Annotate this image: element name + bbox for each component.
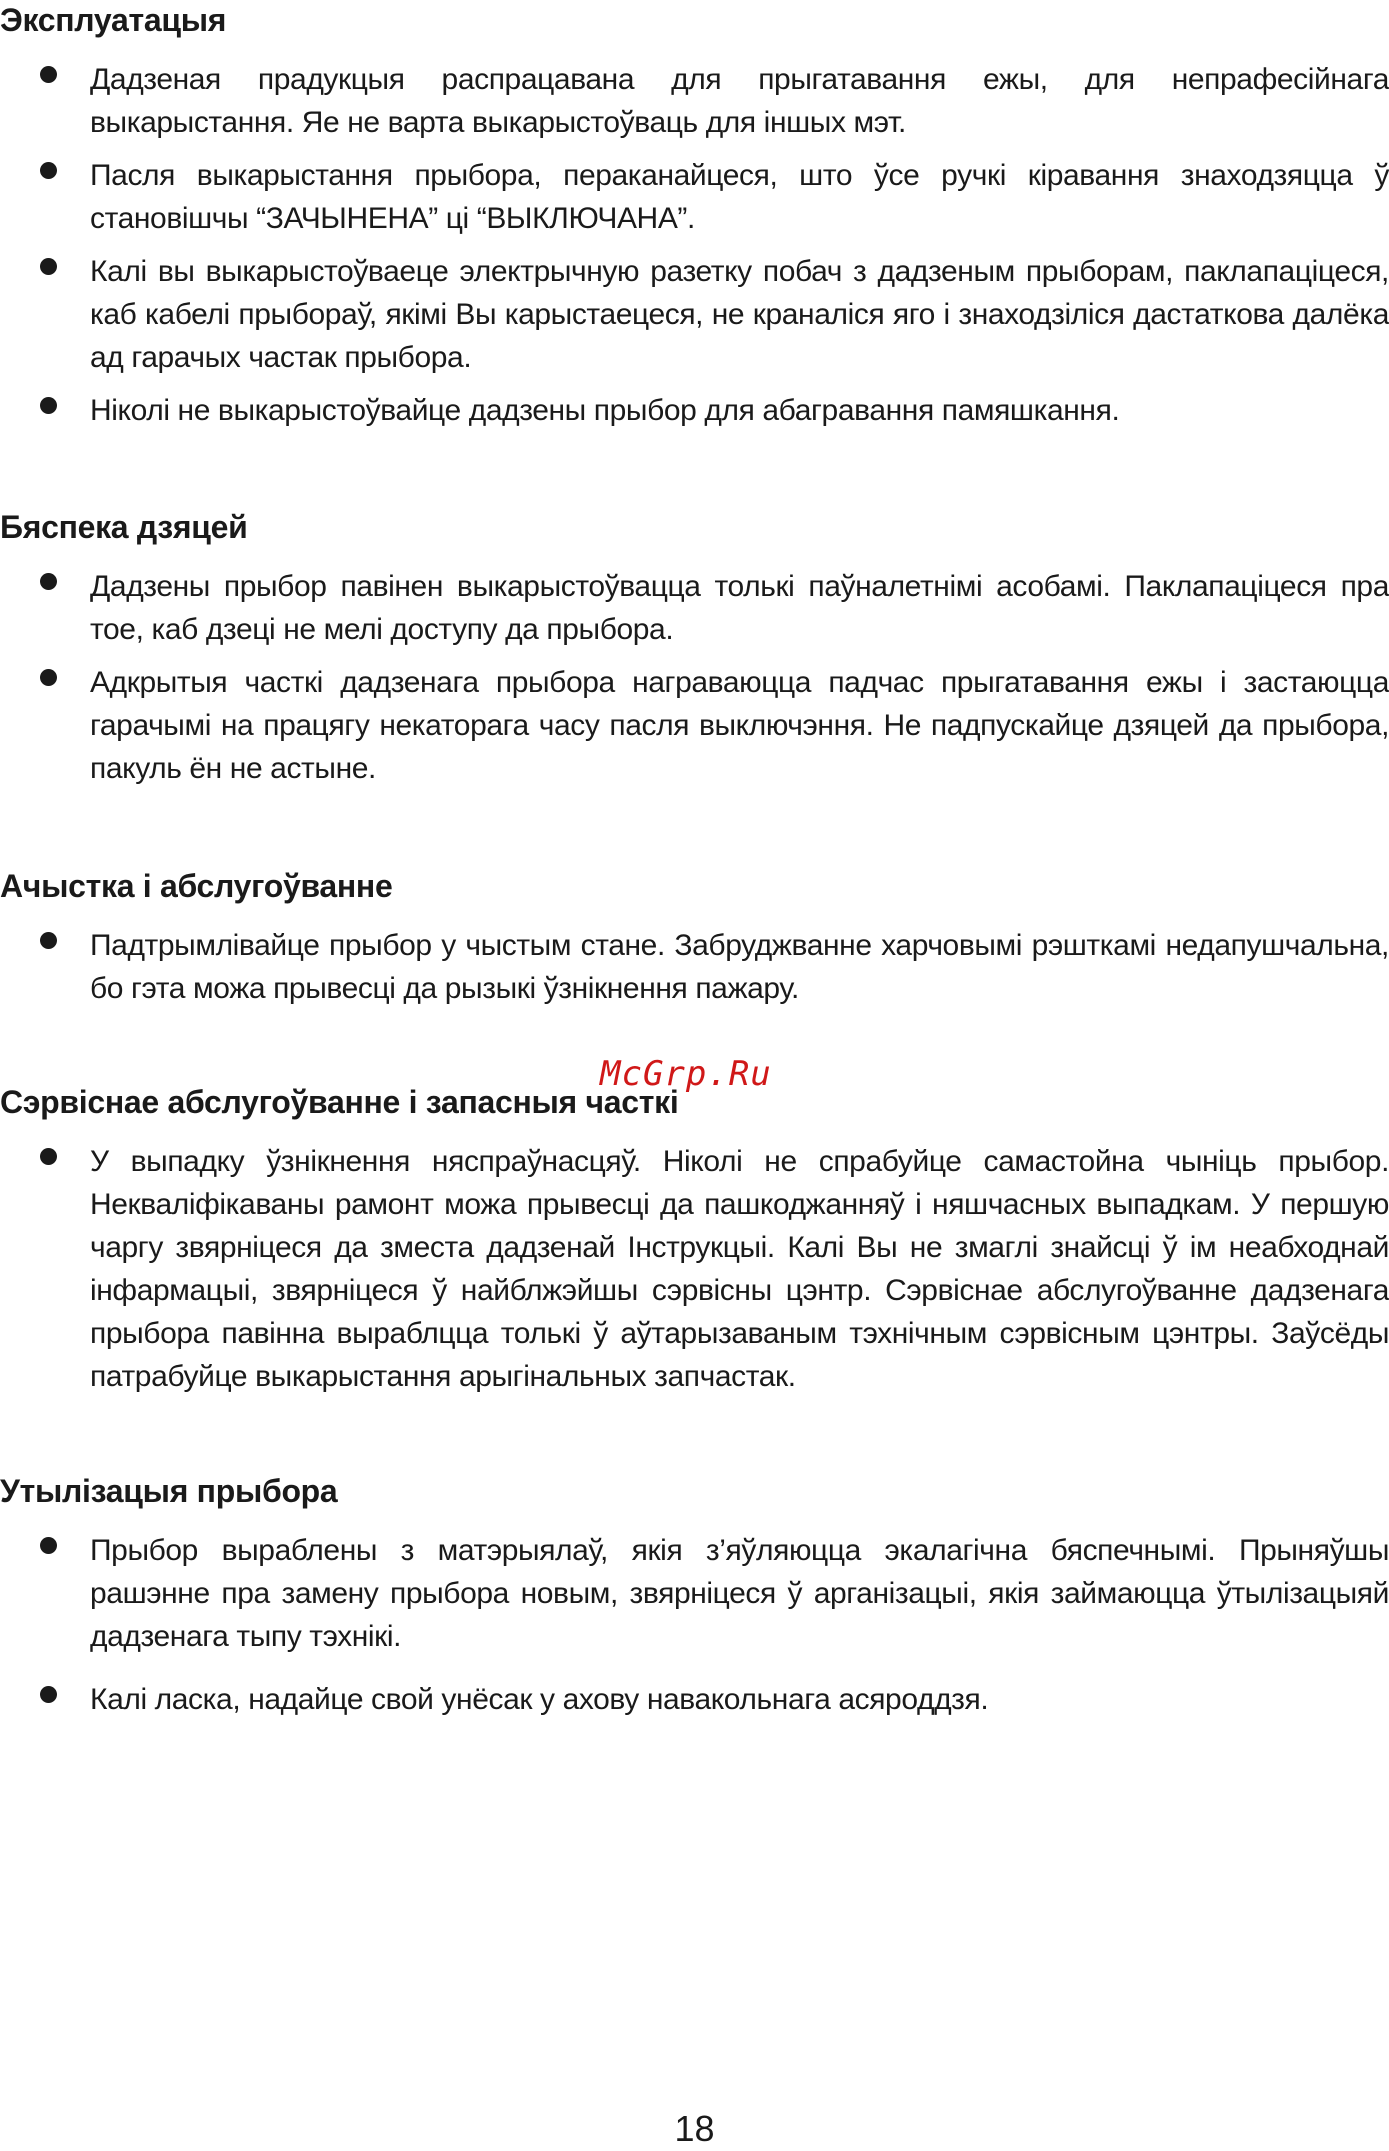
section-operation: [0, 0, 1389, 432]
list-item: [0, 1529, 1389, 1658]
section-service: [0, 1082, 1389, 1398]
section-heading: Ачыстка і абслугоўванне: [0, 868, 393, 904]
section-heading: Эксплуатацыя: [0, 2, 227, 38]
bullet-icon: [40, 66, 57, 83]
list-item-text: Пасля выкарыстання прыбора, пераканайцеся, што ўсе ручкі кіравання знаходзяцца ў становішчы “ЗАЧЫНЕНА” ці “ВЫКЛЮЧАНА”.: [90, 159, 1389, 235]
list-item-text: Прыбор выраблены з матэрыялаў, якія з’яўляюцца экалагічна бяспечнымі. Прыняўшы рашэнне пра замену прыбора новым, звярніцеся ў арганізацыі, якія займаюцца ўтылізацыяй дадзенага тыпу тэхнікі.: [90, 1534, 1389, 1653]
list-item-text: Ніколі не выкарыстоўвайце дадзены прыбор для абагравання памяшкання.: [90, 394, 1120, 427]
bullet-icon: [40, 258, 57, 275]
list-item-text: Калі вы выкарыстоўваеце электрычную разетку побач з дадзеным прыборам, паклапаціцеся, каб кабелі прыбораў, якімі Вы карыстаецеся, не краналіся яго і знаходзіліся дастаткова далёка ад гарачых частак прыбора.: [90, 255, 1389, 374]
section-cleaning: [0, 866, 1389, 1010]
bullet-icon: [40, 573, 57, 590]
list-item: [0, 389, 1389, 432]
list-item: [0, 250, 1389, 379]
list-item: [0, 565, 1389, 651]
section-heading: Утылізацыя прыбора: [0, 1473, 338, 1509]
list-item: [0, 154, 1389, 240]
list-item-text: У выпадку ўзнікнення няспраўнасцяў. Ніколі не спрабуйце самастойна чыніць прыбор. Некваліфікаваны рамонт можа прывесці да пашкоджанняў і няшчасных выпадкам. У першую чаргу звярніцеся да зместа дадзенай Інструкцыі. Калі Вы не змаглі знайсці ў ім неабходнай інфармацыі, звярніцеся ў найблжэйшы сэрвісны цэнтр. Сэрвіснае абслугоўванне дадзенага прыбора павінна выраблцца толькі ў аўтарызаваным тэхнічным сэрвісным цэнтры. Заўсёды патрабуйце выкарыстання арыгінальных запчастак.: [90, 1145, 1389, 1393]
bullet-list: [0, 565, 1389, 790]
list-item: [0, 58, 1389, 144]
list-item-text: Падтрымлівайце прыбор у чыстым стане. Забруджванне харчовымі рэшткамі недапушчальна, бо гэта можа прывесці да рызыкі ўзнікнення пажару.: [90, 929, 1389, 1005]
bullet-icon: [40, 397, 57, 414]
section-child-safety: [0, 507, 1389, 790]
bullet-list: [0, 1529, 1389, 1721]
bullet-icon: [40, 1537, 57, 1554]
list-item: [0, 924, 1389, 1010]
section-heading: Бяспека дзяцей: [0, 509, 248, 545]
list-item: [0, 1140, 1389, 1398]
section-disposal: [0, 1471, 1389, 1721]
page-number: 18: [674, 2108, 715, 2149]
list-item-text: Дадзеная прадукцыя распрацавана для прыгатавання ежы, для непрафесійнага выкарыстання. Яе не варта выкарыстоўваць для іншых мэт.: [90, 63, 1389, 139]
watermark: McGrp.Ru: [600, 1054, 772, 1094]
bullet-list: [0, 1140, 1389, 1398]
list-item-text: Адкрытыя часткі дадзенага прыбора награваюцца падчас прыгатавання ежы і застаюцца гарачымі на працягу некаторага часу пасля выключэння. Не падпускайце дзяцей да прыбора, пакуль ён не астыне.: [90, 666, 1389, 785]
bullet-icon: [40, 1148, 57, 1165]
section-heading: Сэрвіснае абслугоўванне і запасныя часткі: [0, 1084, 679, 1120]
bullet-list: [0, 58, 1389, 432]
bullet-icon: [40, 1686, 57, 1703]
list-item-text: Дадзены прыбор павінен выкарыстоўвацца толькі паўналетнімі асобамі. Паклапаціцеся пра тое, каб дзеці не мелі доступу да прыбора.: [90, 570, 1389, 646]
bullet-icon: [40, 932, 57, 949]
bullet-icon: [40, 669, 57, 686]
bullet-list: [0, 924, 1389, 1010]
list-item: [0, 1678, 1389, 1721]
list-item: [0, 661, 1389, 790]
bullet-icon: [40, 162, 57, 179]
list-item-text: Калі ласка, надайце свой унёсак у ахову навакольнага асяроддзя.: [90, 1683, 989, 1716]
